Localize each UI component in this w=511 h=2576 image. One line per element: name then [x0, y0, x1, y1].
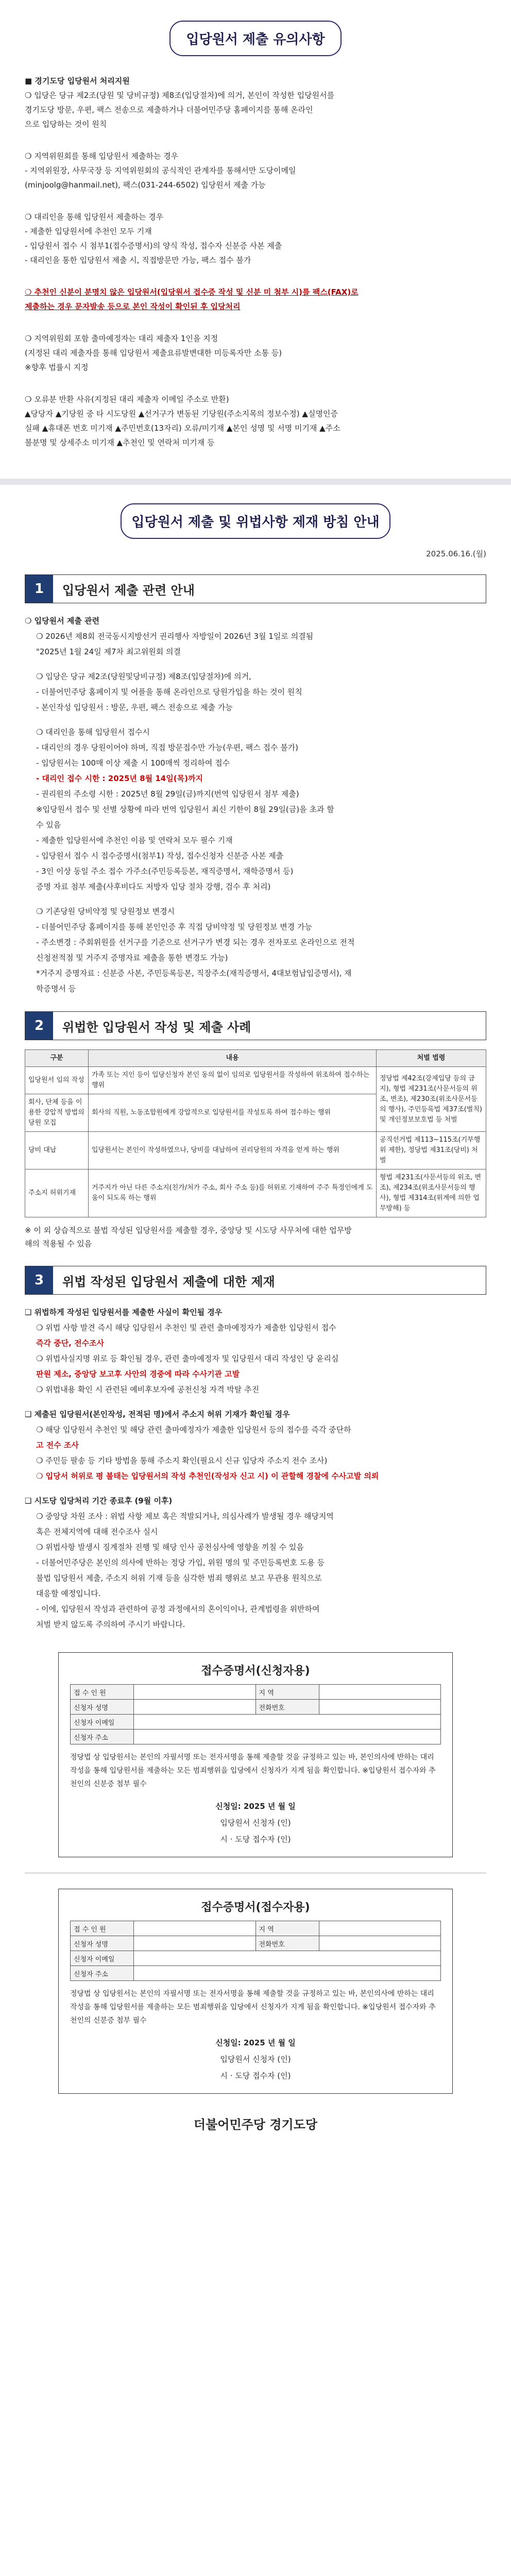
text-line: - 3인 이상 동일 주소 접수 가주소(주민등록등본, 재직증명서, 재학증명서 등) [36, 867, 294, 876]
table-header: 내용 [89, 1050, 377, 1067]
form-field[interactable] [319, 1685, 441, 1700]
table-cell: 정당법 제42조(강제입당 등의 금지), 형법 제231조(사문서등의 위조, 변조), 제230조(위조사문서등의 행사), 주민등록법 제37조(벌칙) 및 개인정보보호법 등 처벌 [377, 1067, 486, 1132]
form-field[interactable] [319, 1700, 441, 1715]
section-title: 입당원서 제출 및 위법사항 제재 방침 안내 [121, 503, 390, 539]
form-label: 지 역 [256, 1921, 319, 1936]
subsection-heading: ❑ 제출된 입당원서(본인작성, 전적된 명)에서 주소지 허위 기재가 확인될 경우 [25, 1410, 290, 1419]
text-line: - 본인작성 입당원서 : 방문, 우편, 팩스 전송으로 제출 가능 [36, 703, 233, 712]
text-line: - 더불어민주당 홈페이지를 통해 본인인증 후 직접 당비약정 및 당원정보 변경 가능 [36, 922, 313, 931]
text-line: 처벌 받지 않도록 주의하여 주시기 바랍니다. [36, 1620, 185, 1629]
text-line: 수 있음 [36, 820, 61, 829]
text-line: - 입당원서는 100매 이상 제출 시 100매씩 정리하여 접수 [36, 758, 230, 768]
text-line: 경기도당 방문, 우편, 팩스 전송으로 제출하거나 더불어민주당 홈페이지를 통해 온라인 [25, 105, 313, 114]
text-line: 혹은 전체지역에 대해 전수조사 실시 [36, 1527, 158, 1536]
block-title: ■ 경기도당 입당원서 처리지원 [25, 76, 130, 86]
subsection [25, 614, 486, 659]
subsection [25, 725, 486, 894]
form-signature [70, 1798, 441, 1848]
section-header-2 [25, 1011, 486, 1040]
section-divider [0, 479, 511, 485]
highlight-line: ❍ 추천인 신분이 분명치 않은 입당원서(입당원서 접수증 작성 및 신분 미 첨부 시)를 팩스(FAX)로 [25, 287, 359, 297]
text-line: ※향후 법률시 지정 [25, 363, 89, 372]
text-line: ❍ 지역위원회 포함 출마예정자는 대리 제출자 1인을 지정 [25, 334, 218, 343]
form-field[interactable] [134, 1966, 441, 1981]
table-cell: 입당원서는 본인이 작성하였으나, 당비를 대납하여 권리당원의 자격을 얻게 하는 행위 [89, 1132, 377, 1170]
form-field[interactable] [134, 1951, 441, 1966]
form-field[interactable] [319, 1936, 441, 1951]
form-field[interactable] [134, 1715, 441, 1730]
page-title: 입당원서 제출 유의사항 [169, 21, 342, 56]
form-label: 신청자 이메일 [71, 1951, 134, 1966]
text-line: - 대리인의 경우 당원이어야 하며, 직접 방문접수만 가능(우편, 팩스 접수 불가) [36, 743, 299, 752]
text-line: ▲당당자 ▲기당원 중 타 시도당원 ▲선거구가 변동된 기당원(주소지목의 정보수정) ▲실명인증 [25, 409, 338, 418]
form-table [70, 1921, 441, 1981]
section-number: 2 [25, 1012, 53, 1040]
form-label: 신청자 성명 [71, 1936, 134, 1951]
block-fax-warning [25, 285, 486, 314]
text-line: 학증명서 등 [36, 984, 76, 993]
text-line: 대응할 예정입니다. [36, 1589, 101, 1598]
text-line: ❍ 오류분 반환 사유(지정된 대리 제출자 이메일 주소로 반환) [25, 395, 229, 404]
form-field[interactable] [134, 1685, 256, 1700]
text-line: - 지역위원장, 사무국장 등 지역위원회의 공식적인 관계자를 통해서만 도당이메일 [25, 166, 296, 175]
text-line: ❍ 위법사실지명 위로 등 확인될 경우, 관련 출마예정자 및 입당원서 대리 작성인 당 윤리심 [36, 1354, 339, 1363]
text-line: - 제출한 입당원서에 추천인 모두 기재 [25, 227, 152, 236]
form-table [70, 1684, 441, 1744]
text-line: 판원 제소, 중앙당 보고후 사안의 경중에 따라 수사기관 고발 [36, 1369, 240, 1379]
table-cell: 회사의 직원, 노동조합원에게 강압적으로 입당원서를 작성토록 하여 접수하는 행위 [89, 1094, 377, 1132]
notice-date: 2025.06.16.(월) [426, 549, 486, 558]
text-line: ❍ 대리인을 통해 입당원서 제출하는 경우 [25, 212, 164, 222]
sign-receiver: 시 · 도당 접수자 (인) [220, 2071, 291, 2080]
text-line: 고 전수 조사 [36, 1440, 79, 1450]
table-row [25, 1132, 486, 1170]
deadline-line: - 대리인 접수 시한 : 2025년 8월 14일(목)까지 [36, 774, 203, 783]
form-label: 전화번호 [256, 1936, 319, 1951]
text-line: 증명 자료 첨부 제출(사후비다도 저방자 입당 절차 강행, 검수 후 처리) [36, 882, 271, 891]
text-line: ❍ 지역위원회를 통해 입당원서 제출하는 경우 [25, 151, 179, 161]
section-number: 3 [25, 1266, 53, 1294]
text-line: - 더불어민주당 홈페이지 및 어플을 통해 온라인으로 당원가입을 하는 것이 원칙 [36, 687, 302, 697]
text-line: ❍ 위법내용 확인 시 관련된 예비후보자에 공천신청 자격 박탈 추진 [36, 1385, 260, 1394]
subsection [25, 1494, 486, 1632]
text-line: ❍ 입당은 당규 제2조(당원 및 당비규정) 제8조(입당절차)에 의거, 본인이 작성한 입당원서를 [25, 91, 335, 100]
text-line: ❍ 위법 사항 발견 즉시 해당 입당원서 추천인 및 관련 출마예정자가 제출한 입당원서 접수 [36, 1323, 336, 1332]
section-heading: 위법한 입당원서 작성 및 제출 사례 [62, 1020, 251, 1035]
text-line: 불분명 및 상세주소 미기재 ▲추천인 및 연락처 미기재 등 [25, 438, 215, 447]
form-label: 지 역 [256, 1685, 319, 1700]
text-line: ❍ 입당서 허위로 평 불태는 입당원서의 작성 추천인(작성자 신고 시) 이 관할해 경찰에 수사고발 의뢰 [36, 1471, 379, 1481]
text-line: (지정된 대리 제출자를 통해 입당원서 제출요류발변대한 미등록자만 소통 등) [25, 348, 282, 358]
text-line: ※입당원서 접수 및 선별 상황에 따라 번역 입당원서 최신 기한이 8월 29일(금)을 초과 할 [36, 805, 334, 814]
form-label: 신청자 주소 [71, 1730, 134, 1744]
section-heading: 위법 작성된 입당원서 제출에 대한 제재 [62, 1274, 275, 1289]
sign-applicant: 입당원서 신청자 (인) [220, 1818, 291, 1827]
text-line: ❍ 대리인을 통해 입당원서 접수시 [36, 727, 150, 737]
sign-applicant: 입당원서 신청자 (인) [220, 2055, 291, 2064]
text-line: 신청전적점 및 거주지 증명자료 제출을 통한 변경도 가능) [36, 953, 228, 962]
form-field[interactable] [134, 1921, 256, 1936]
subsection-heading: ❑ 위법하게 작성된 입당원서를 제출한 사실이 확인될 경우 [25, 1308, 223, 1317]
text-line: - 주소변경 : 주회위원를 선거구를 기준으로 선거구가 변경 되는 경우 전자포로 온라인으로 전적 [36, 938, 355, 947]
text-line: ❍ 기존당원 당비약정 및 당원정보 변경시 [36, 907, 175, 916]
form-field[interactable] [134, 1730, 441, 1744]
text-line: 해의 적용될 수 있음 [25, 1239, 92, 1248]
form-label: 접 수 인 원 [71, 1921, 134, 1936]
subsection-heading: ❍ 입당원서 제출 관련 [25, 616, 100, 625]
table-note [25, 1224, 486, 1250]
section-number: 1 [25, 575, 53, 603]
text-line: ❍ 입당은 당규 제2조(당원및당비규정) 제8조(입당절차)에 의거, [36, 672, 251, 681]
notice-section-precautions [0, 0, 511, 465]
section-header-1 [25, 574, 486, 603]
block-proxy [25, 210, 486, 267]
receipt-form-receiver [58, 1889, 453, 2094]
text-line: - 입당원서 접수 시 첨부1(접수증명서)의 양식 작성, 접수자 신분증 사본 제출 [25, 241, 282, 250]
organization-name: 더불어민주당 경기도당 [193, 2117, 318, 2132]
notice-section-sanctions [0, 498, 511, 2179]
text-line: - 입당원서 접수 시 접수증명서(첨부1) 작성, 접수신청자 신분증 사본 제출 [36, 851, 284, 860]
section-header-3 [25, 1266, 486, 1295]
subsection [25, 1407, 486, 1483]
text-line: ❍ 위법사항 발생시 징계절차 진행 및 해당 인사 공천심사에 영향을 끼칠 수 있음 [36, 1543, 304, 1552]
form-title: 접수증명서(접수자용) [201, 1901, 310, 1914]
form-label: 신청자 성명 [71, 1700, 134, 1715]
table-row [25, 1170, 486, 1217]
text-line: ※ 이 외 상습적으로 불법 작성된 입당원서를 제출할 경우, 중앙당 및 시도당 사무처에 대한 업무방 [25, 1226, 352, 1235]
text-line: ❍ 2026년 제8회 전국동시지방선거 권리행사 자방일이 2026년 3월 1일로 의결됨 [36, 632, 314, 641]
subsection [25, 669, 486, 715]
text-line: - 더불어민주당은 본인의 의사에 반하는 정당 가입, 위원 명의 및 주민등록번호 도용 등 [36, 1558, 325, 1567]
form-label: 접 수 인 원 [71, 1685, 134, 1700]
subsection-heading: ❑ 시도당 입당처리 기간 종료후 (9월 이후) [25, 1496, 173, 1505]
text-line: - 권리원의 주소령 시한 : 2025년 8월 29일(금)까지(번역 입당원서 첨부 제출) [36, 789, 299, 799]
text-line: "2025년 1월 24일 제7차 최고위원회 의결 [36, 647, 181, 656]
violation-table [25, 1049, 486, 1217]
table-cell: 회사, 단체 등을 이용한 강압적 방법의 당원 모집 [25, 1094, 89, 1132]
block-return-reasons [25, 392, 486, 450]
form-field[interactable] [319, 1921, 441, 1936]
text-line: 실패 ▲휴대폰 번호 미기재 ▲주민번호(13자리) 오류/미기재 ▲본인 성명 및 서명 미기재 ▲주소 [25, 423, 340, 433]
text-line: 즉각 중단, 전수조사 [36, 1338, 105, 1348]
subsection [25, 1305, 486, 1397]
table-cell: 입당원서 임의 작성 [25, 1067, 89, 1094]
table-cell: 형법 제231조(사문서등의 위조, 변조), 제234조(위조사문서등의 행사), 형법 제314조(위계에 의한 업무방해) 등 [377, 1170, 486, 1217]
table-header: 구분 [25, 1050, 89, 1067]
table-cell: 주소지 허위기재 [25, 1170, 89, 1217]
form-label: 신청자 이메일 [71, 1715, 134, 1730]
form-field[interactable] [134, 1936, 256, 1951]
sign-date: 신청일: 2025 년 월 일 [215, 1802, 296, 1811]
text-line: 으로 입당하는 것이 원칙 [25, 120, 107, 129]
text-line: ❍ 주민등 팔송 등 기타 방법을 통해 주소지 확인(필요시 신규 입당자 주소지 전수 조사) [36, 1456, 328, 1465]
form-signature [70, 2035, 441, 2084]
receipt-form-applicant [58, 1652, 453, 1857]
form-label: 신청자 주소 [71, 1966, 134, 1981]
text-line: - 이에, 입당원서 작성과 관련하여 공정 과정에서의 혼이익이나, 관계법령을 위반하여 [36, 1604, 320, 1614]
table-row [25, 1067, 486, 1094]
table-cell: 가족 또는 지인 등이 입당신청자 본인 동의 없이 임의로 입당원서를 작성하여 위조하여 접수하는 행위 [89, 1067, 377, 1094]
table-header: 처벌 법령 [377, 1050, 486, 1067]
text-line: - 제출한 입당원서에 추천인 이름 및 연락처 모두 필수 기재 [36, 836, 233, 845]
text-line: ❍ 해당 입당원서 추천인 및 해당 관련 출마예정자가 제출한 입당원서 등의 접수를 즉각 중단하 [36, 1425, 351, 1434]
section-heading: 입당원서 제출 관련 안내 [62, 583, 195, 598]
table-cell: 당비 대납 [25, 1132, 89, 1170]
form-body: 정당법 상 입당원서는 본인의 자필서명 또는 전자서명을 통해 제출할 것을 규정하고 있는 바, 본인의사에 반하는 대리작성을 통해 입당원서를 제출하는 모든 범죄행위을 입당에서 신청자가 지게 됨을 확인합니다. ※입당원서 접수자와 추천인의 신분증 첨부 필수 [70, 1753, 436, 1788]
form-body: 정당법 상 입당원서는 본인의 자필서명 또는 전자서명을 통해 제출할 것을 규정하고 있는 바, 본인의사에 반하는 대리작성을 통해 입당원서를 제출하는 모든 범죄행위을 입당에서 신청자가 지게 됨을 확인합니다. ※입당원서 접수자와 추천인의 신분증 첨부 필수 [70, 1990, 436, 2025]
subsection [25, 904, 486, 996]
text-line: ❍ 중앙당 차원 조사 : 위법 사항 제보 혹은 적발되거나, 의심사례가 발생될 경우 해당지역 [36, 1512, 334, 1521]
table-cell: 공직선거법 제113~115조(기부행위 제한), 정당법 제31조(당비) 처벌 [377, 1132, 486, 1170]
highlight-line: 제출하는 경우 문자발송 등으로 본인 작성이 확인된 후 입당처리 [25, 302, 241, 311]
text-line: 불법 입당원서 제출, 주소지 허위 기재 등을 심각한 범죄 행위로 보고 무관용 원칙으로 [36, 1573, 322, 1583]
block-regional [25, 149, 486, 192]
sign-receiver: 시 · 도당 접수자 (인) [220, 1835, 291, 1844]
text-line: (minjoolg@hanmail.net), 팩스(031-244-6502) 입당원서 제출 가능 [25, 180, 266, 190]
text-line: *거주지 증명자료 : 신분증 사본, 주민등록등본, 직장주소(재직증명서, 4대보험납입증명서), 재 [36, 969, 352, 978]
form-title: 접수증명서(신청자용) [201, 1665, 310, 1677]
block-designate [25, 331, 486, 375]
table-cell: 거주지가 아닌 다른 주소지(친가/처가 주소, 회사 주소 등)를 허위로 기재하여 주주 특정인에게 도움이 되도록 하는 행위 [89, 1170, 377, 1217]
block-processing [25, 74, 486, 131]
text-line: - 대리인을 통한 입당원서 제출 시, 직접방문만 가능, 팩스 접수 불가 [25, 256, 251, 265]
form-label: 전화번호 [256, 1700, 319, 1715]
sign-date: 신청일: 2025 년 월 일 [215, 2038, 296, 2047]
form-field[interactable] [134, 1700, 256, 1715]
